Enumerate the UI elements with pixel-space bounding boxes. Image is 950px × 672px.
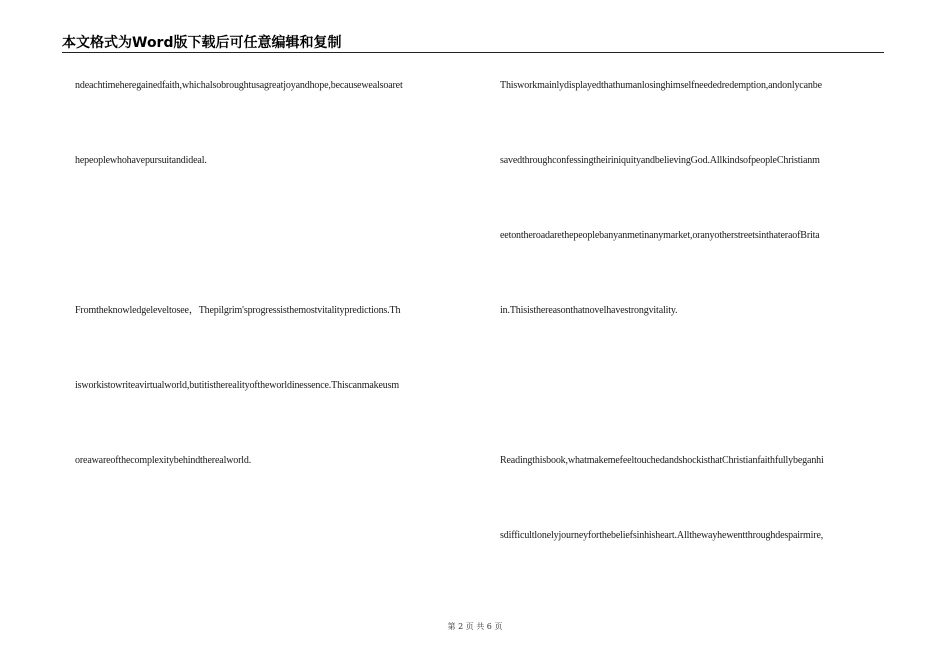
text-line: eetontheroadarethepeoplebanyanmetinanymarket,oranyotherstreetsinthateraofBrita <box>500 230 820 241</box>
text-line: hepeoplewhohavepursuitandideal. <box>75 155 207 166</box>
text-line: savedthroughconfessingtheiriniquityandbelievingGod.AllkindsofpeopleChristianm <box>500 155 820 166</box>
page-footer <box>0 622 950 632</box>
text-line: isworkistowriteavirtualworld,butitistherealityoftheworldinessence.Thiscanmakeusm <box>75 380 400 391</box>
text-line: Fromtheknowledgeleveltosee，Thepilgrim'sprogressisthemostvitalitypredictions.Th <box>75 305 401 316</box>
header-title: 本文格式为Word版下载后可任意编辑和复制 <box>62 35 342 51</box>
text-line: in.Thisisthereasonthatnovelhavestrongvitality. <box>500 305 678 316</box>
text-line: Thisworkmainlydisplayedthathumanlosinghimselfneededredemption,andonlycanbe <box>500 80 822 91</box>
page-header <box>62 34 884 53</box>
text-line: Readingthisbook,whatmakemefeeltouchedandshockisthatChristianfaithfullybeganhi <box>500 455 824 466</box>
text-line: ndeachtimeheregainedfaith,whichalsobroughtusagreatjoyandhope,becausewealsoaret <box>75 80 403 91</box>
text-line: sdifficultlonelyjourneyforthebeliefsinhisheart.Allthewayhewentthroughdespairmire, <box>500 530 824 541</box>
text-line: oreawareofthecomplexitybehindtherealworld. <box>75 455 252 466</box>
page-number-label: 第 2 页 共 6 页 <box>447 622 503 631</box>
